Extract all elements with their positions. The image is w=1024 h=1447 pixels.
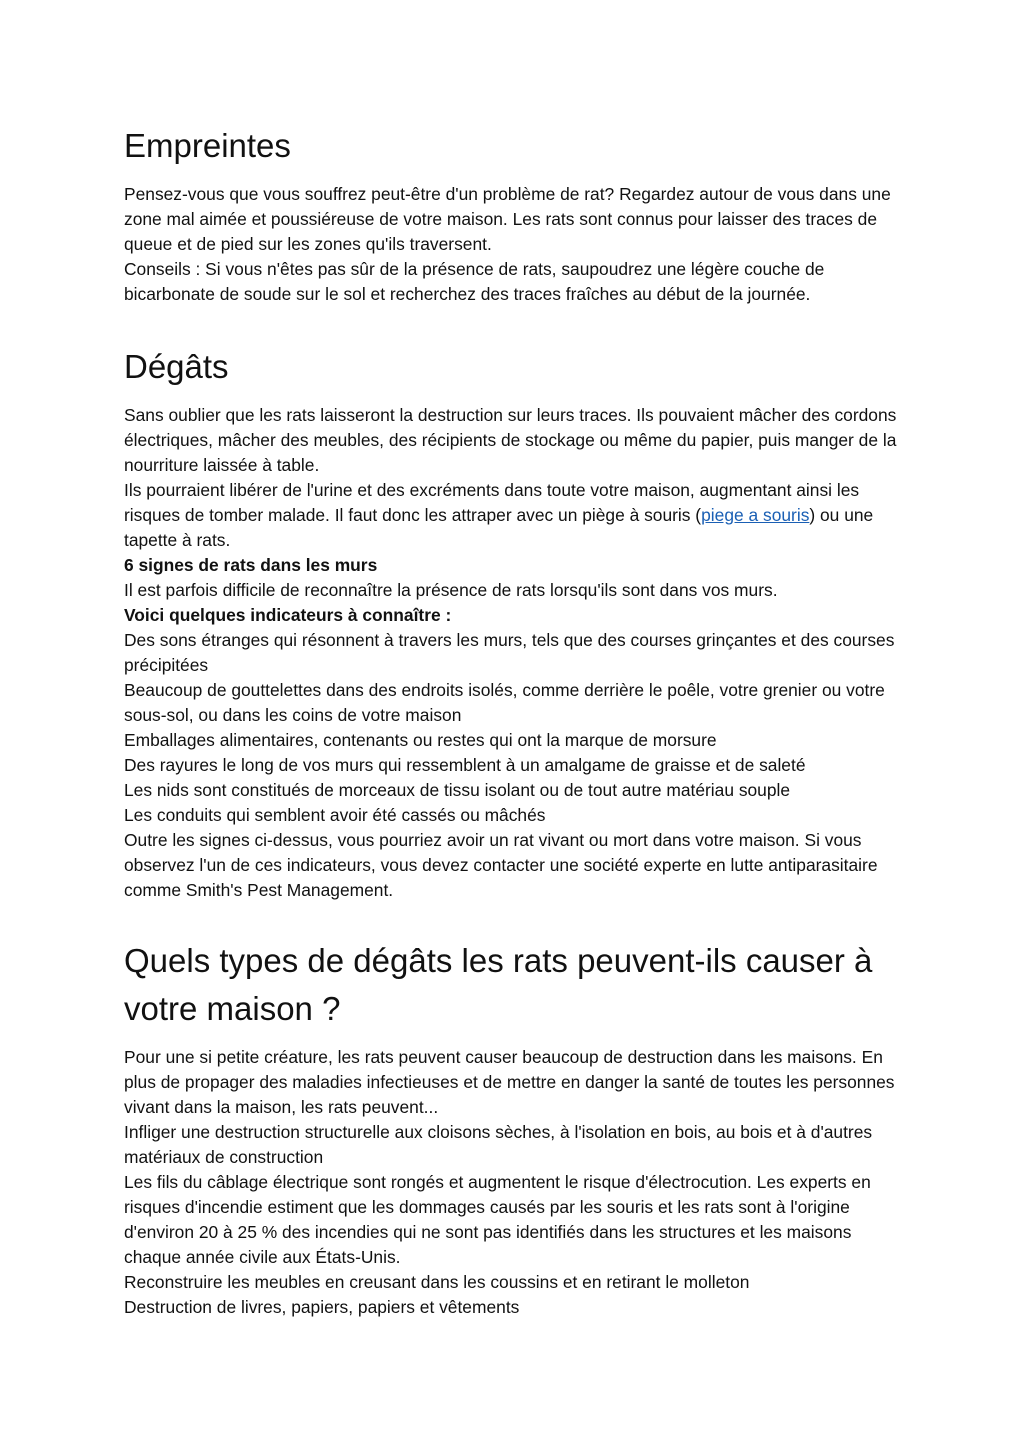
indicator-item: Des sons étranges qui résonnent à travers les murs, tels que des courses grinçantes et des courses précipitées: [124, 630, 895, 675]
text-span: Ils pourraient libérer de l'urine et des excréments dans toute votre maison, augmentant ainsi les risques de tomber malade. Il faut donc les attraper avec un piège à souris (: [124, 480, 860, 525]
text-span: ) ou une tapette à rats.: [124, 505, 874, 550]
indicator-item: Emballages alimentaires, contenants ou restes qui ont la marque de morsure: [124, 730, 717, 750]
section-types-de-degats: [124, 937, 904, 1320]
paragraph: Infliger une destruction structurelle aux cloisons sèches, à l'isolation en bois, au bois et à d'autres matériaux de construction: [124, 1122, 873, 1167]
paragraph: Reconstruire les meubles en creusant dans les coussins et en retirant le molleton: [124, 1272, 750, 1292]
paragraph: Pour une si petite créature, les rats peuvent causer beaucoup de destruction dans les maisons. En plus de propager des maladies infectieuses et de mettre en danger la santé de toutes les personnes vivant dans la maison, les rats peuvent...: [124, 1047, 895, 1117]
bold-subheading: Voici quelques indicateurs à connaître :: [124, 605, 452, 625]
indicator-item: Des rayures le long de vos murs qui ressemblent à un amalgame de graisse et de saleté: [124, 755, 806, 775]
paragraph: Destruction de livres, papiers, papiers et vêtements: [124, 1297, 520, 1317]
paragraph: Pensez-vous que vous souffrez peut-être d'un problème de rat? Regardez autour de vous dans une zone mal aimée et poussiéreuse de votre maison. Les rats sont connus pour laisser des traces de queue et de pied sur les zones qu'ils traversent.: [124, 184, 891, 254]
document-page: [124, 122, 904, 1320]
paragraph: Il est parfois difficile de reconnaître la présence de rats lorsqu'ils sont dans vos murs.: [124, 580, 778, 600]
indicator-item: Beaucoup de gouttelettes dans des endroits isolés, comme derrière le poêle, votre grenier ou votre sous-sol, ou dans les coins de votre maison: [124, 680, 885, 725]
paragraph-with-link: [124, 478, 904, 553]
paragraph: Outre les signes ci-dessus, vous pourriez avoir un rat vivant ou mort dans votre maison. Si vous observez l'un de ces indicateurs, vous devez contacter une société experte en lutte antiparasitaire comme Smith's Pest Management.: [124, 830, 878, 900]
section-degats: [124, 343, 904, 903]
indicator-item: Les nids sont constitués de morceaux de tissu isolant ou de tout autre matériau souple: [124, 780, 791, 800]
piege-a-souris-link[interactable]: piege a souris: [701, 505, 810, 525]
heading-types-de-degats: Quels types de dégâts les rats peuvent-ils causer à votre maison ?: [124, 942, 873, 1027]
section-empreintes: [124, 122, 904, 307]
heading-degats: Dégâts: [124, 348, 229, 385]
bold-subheading: 6 signes de rats dans les murs: [124, 555, 378, 575]
paragraph: Les fils du câblage électrique sont rongés et augmentent le risque d'électrocution. Les experts en risques d'incendie estiment que les dommages causés par les souris et les rats sont à l'origine d'environ 20 à 25 % des incendies qui ne sont pas identifiés dans les structures et les maisons chaque année civile aux États-Unis.: [124, 1172, 871, 1267]
paragraph: Conseils : Si vous n'êtes pas sûr de la présence de rats, saupoudrez une légère couche de bicarbonate de soude sur le sol et recherchez des traces fraîches au début de la journée.: [124, 259, 825, 304]
indicator-item: Les conduits qui semblent avoir été cassés ou mâchés: [124, 805, 546, 825]
heading-empreintes: Empreintes: [124, 127, 291, 164]
paragraph: Sans oublier que les rats laisseront la destruction sur leurs traces. Ils pouvaient mâcher des cordons électriques, mâcher des meubles, des récipients de stockage ou même du papier, puis manger de la nourriture laissée à table.: [124, 405, 897, 475]
